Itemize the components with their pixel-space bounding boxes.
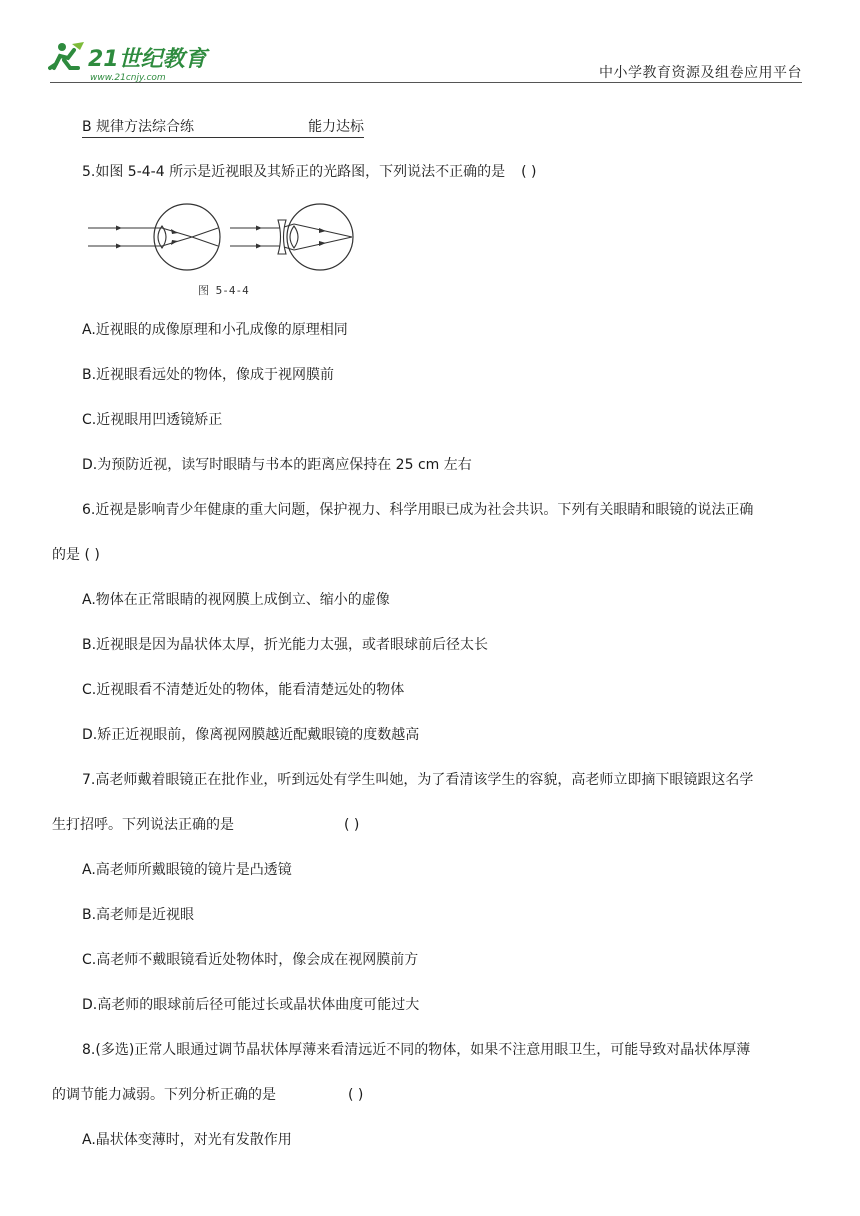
option-6c: C.近视眼看不清楚近处的物体，能看清楚远处的物体 xyxy=(82,682,405,698)
option-6d: D.矫正近视眼前，像离视网膜越近配戴眼镜的度数越高 xyxy=(82,727,420,743)
question-8-stem: 8.(多选)正常人眼通过调节晶状体厚薄来看清远近不同的物体，如果不注意用眼卫生，可能导致对晶状体厚薄 xyxy=(82,1042,751,1058)
option-8a: A.晶状体变薄时，对光有发散作用 xyxy=(82,1132,292,1148)
question-7-stem: 7.高老师戴着眼镜正在批作业，听到远处有学生叫她，为了看清该学生的容貌，高老师立即摘下眼镜跟这名学 xyxy=(82,772,754,788)
question-6-stem-cont: 的是 ( ) xyxy=(52,547,100,563)
answer-paren: ( ) xyxy=(521,164,537,180)
platform-name: 中小学教育资源及组卷应用平台 xyxy=(599,65,802,81)
option-5b: B.近视眼看远处的物体，像成于视网膜前 xyxy=(82,367,335,383)
question-6-stem: 6.近视是影响青少年健康的重大问题，保护视力、科学用眼已成为社会共识。下列有关眼睛和眼镜的说法正确 xyxy=(82,502,754,518)
question-7-stem-cont: 生打招呼。下列说法正确的是 ( ) xyxy=(52,817,360,833)
site-logo xyxy=(48,38,218,84)
answer-paren: ( ) xyxy=(344,817,360,833)
option-6a: A.物体在正常眼睛的视网膜上成倒立、缩小的虚像 xyxy=(82,592,390,608)
section-prefix: B 规律方法综合练 xyxy=(82,117,194,138)
option-7c: C.高老师不戴眼镜看近处物体时，像会成在视网膜前方 xyxy=(82,952,419,968)
myopic-eye xyxy=(88,204,220,270)
option-7d: D.高老师的眼球前后径可能过长或晶状体曲度可能过大 xyxy=(82,997,420,1013)
section-heading xyxy=(82,117,364,138)
option-7b: B.高老师是近视眼 xyxy=(82,907,195,923)
question-8-stem-cont: 的调节能力减弱。下列分析正确的是 ( ) xyxy=(52,1087,364,1103)
figure-caption: 图 5-4-4 xyxy=(198,284,249,297)
option-5c: C.近视眼用凹透镜矫正 xyxy=(82,412,223,428)
section-underline-gap xyxy=(194,120,308,138)
option-5a: A.近视眼的成像原理和小孔成像的原理相同 xyxy=(82,322,348,338)
corrected-eye xyxy=(230,204,353,270)
logo-url: www.21cnjy.com xyxy=(90,73,166,83)
option-7a: A.高老师所戴眼镜的镜片是凸透镜 xyxy=(82,862,292,878)
question-5-stem: 5.如图 5-4-4 所示是近视眼及其矫正的光路图，下列说法不正确的是 ( ) xyxy=(82,164,537,180)
option-6b: B.近视眼是因为晶状体太厚，折光能力太强，或者眼球前后径太长 xyxy=(82,637,489,653)
answer-paren: ( ) xyxy=(348,1087,364,1103)
option-5d: D.为预防近视，读写时眼睛与书本的距离应保持在 25 cm 左右 xyxy=(82,457,472,473)
runner-icon xyxy=(50,42,84,68)
logo-text: 21世纪教育 xyxy=(88,47,207,72)
page-header xyxy=(0,0,860,90)
header-divider xyxy=(50,82,802,83)
section-suffix: 能力达标 xyxy=(308,117,364,138)
